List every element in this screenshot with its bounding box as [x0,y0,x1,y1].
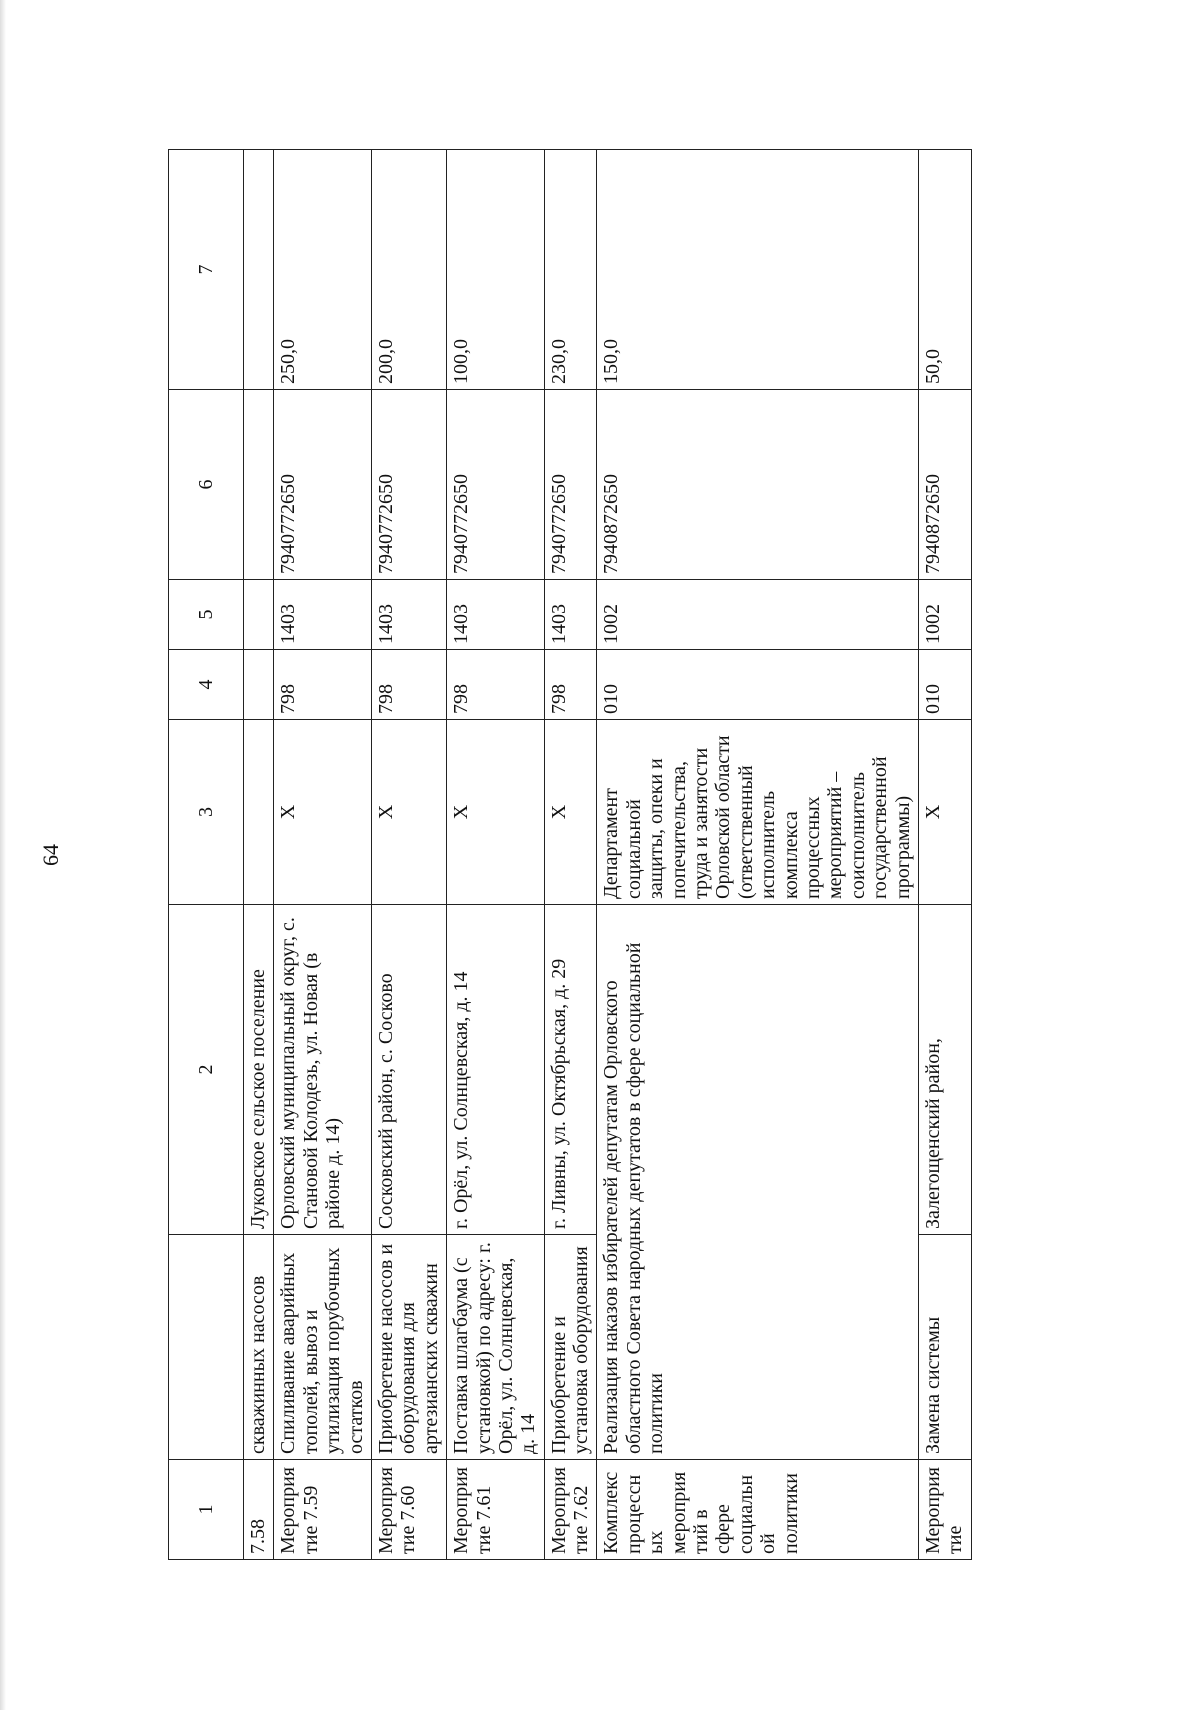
header-col-6: 6 [169,390,244,580]
code-rzpr-cell: 1002 [597,580,918,650]
address-cell: Луковское сельское поселение [244,905,274,1235]
header-col-3: 3 [169,720,244,905]
measure-name-cell: Приобретение и установка оборудования [544,1235,597,1460]
header-col-2: 2 [169,905,244,1235]
header-col-4: 4 [169,650,244,720]
code-gr-cell: 798 [544,650,597,720]
amount-cell [244,150,274,390]
header-col-5: 5 [169,580,244,650]
executor-cell: Х [918,720,971,905]
row-id-cell: Мероприятие 7.62 [544,1460,597,1560]
code-rzpr-cell: 1403 [544,580,597,650]
table-row [918,150,971,1560]
executor-cell: Х [544,720,597,905]
table-row [244,150,274,1560]
table-row [371,150,446,1560]
address-cell: Орловский муниципальный округ, с. Становой Колодезь, ул. Новая (в районе д. 14) [274,905,372,1235]
complex-id-cell: Комплекс процессных мероприятий в сфере социальной политики [597,1460,918,1560]
row-id-cell: Мероприятие 7.60 [371,1460,446,1560]
code-gr-cell: 798 [371,650,446,720]
row-id-cell: 7.58 [244,1460,274,1560]
code-gr-cell: 798 [447,650,545,720]
executor-cell: Департамент социальной защиты, опеки и попечительства, труда и занятости Орловской области (ответственный исполнитель комплекса процессных мероприятий – соисполнитель государственной программы) [597,720,918,905]
code-csr-cell: 7940772650 [447,390,545,580]
address-cell: Сосковский район, с. Сосково [371,905,446,1235]
code-gr-cell [244,650,274,720]
page-number: 64 [38,844,63,866]
address-cell: Залегощенский район, [918,905,971,1235]
header-row [169,150,244,1560]
amount-cell: 100,0 [447,150,545,390]
address-cell: г. Ливны, ул. Октябрьская, д. 29 [544,905,597,1235]
amount-cell: 150,0 [597,150,918,390]
code-rzpr-cell: 1403 [371,580,446,650]
code-csr-cell: 7940772650 [371,390,446,580]
row-id-cell: Мероприятие 7.59 [274,1460,372,1560]
code-rzpr-cell: 1403 [447,580,545,650]
measure-name-cell: Поставка шлагбаума (с установкой) по адресу: г. Орёл, ул. Солнцевская, д. 14 [447,1235,545,1460]
executor-cell: Х [274,720,372,905]
amount-cell: 250,0 [274,150,372,390]
header-col-7: 7 [169,150,244,390]
complex-row [597,150,918,1560]
code-csr-cell: 7940772650 [544,390,597,580]
amount-cell: 200,0 [371,150,446,390]
table-row [544,150,597,1560]
amount-cell: 230,0 [544,150,597,390]
measure-name-cell: скважинных насосов [244,1235,274,1460]
executor-cell: Х [371,720,446,905]
code-rzpr-cell: 1403 [274,580,372,650]
code-csr-cell: 7940772650 [274,390,372,580]
code-csr-cell: 7940872650 [597,390,918,580]
header-col-name [169,1235,244,1460]
header-col-1: 1 [169,1460,244,1560]
measure-name-cell: Приобретение насосов и оборудования для артезианских скважин [371,1235,446,1460]
measure-name-cell: Замена системы [918,1235,971,1460]
code-gr-cell: 010 [597,650,918,720]
complex-name-cell: Реализация наказов избирателей депутатам Орловского областного Совета народных депутатов в сфере социальной политики [597,905,918,1460]
measure-name-cell: Спиливание аварийных тополей, вывоз и утилизация порубочных остатков [274,1235,372,1460]
scan-edge [0,0,6,1710]
row-id-cell: Мероприятие [918,1460,971,1560]
table-row [274,150,372,1560]
address-cell: г. Орёл, ул. Солнцевская, д. 14 [447,905,545,1235]
table-row [447,150,545,1560]
code-gr-cell: 010 [918,650,971,720]
code-csr-cell: 7940872650 [918,390,971,580]
code-rzpr-cell: 1002 [918,580,971,650]
amount-cell: 50,0 [918,150,971,390]
row-id-cell: Мероприятие 7.61 [447,1460,545,1560]
executor-cell [244,720,274,905]
code-csr-cell [244,390,274,580]
data-table [168,149,972,1560]
code-gr-cell: 798 [274,650,372,720]
code-rzpr-cell [244,580,274,650]
executor-cell: Х [447,720,545,905]
